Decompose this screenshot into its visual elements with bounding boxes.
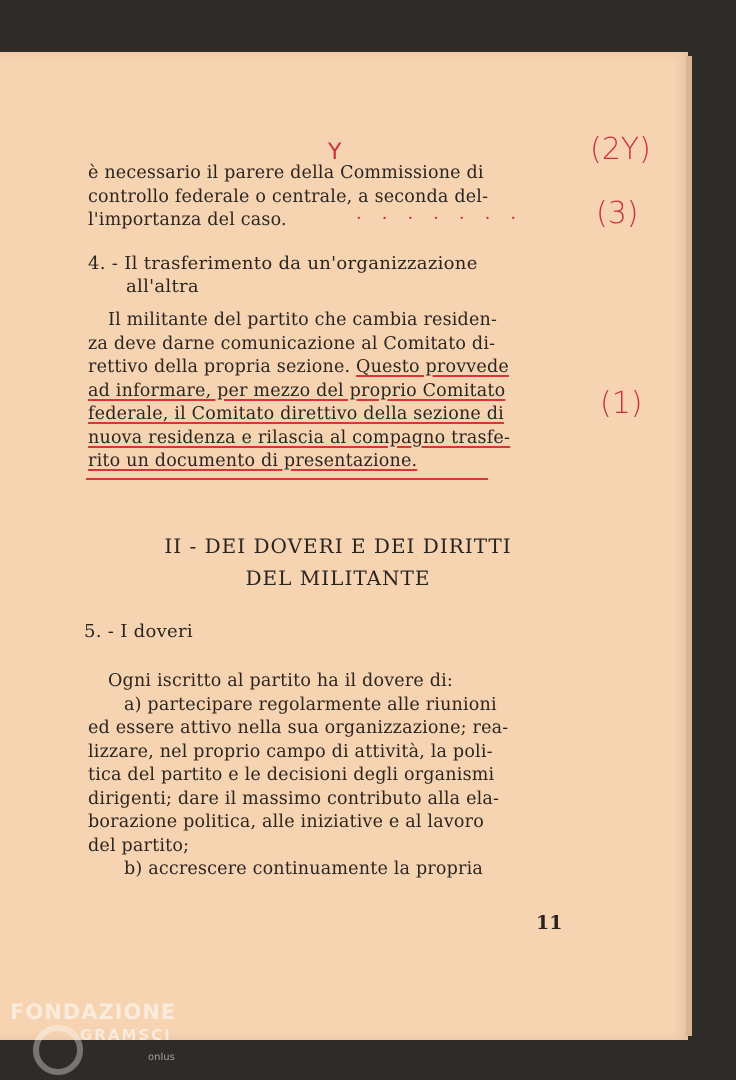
text-line: tica del partito e le decisioni degli organismi <box>88 765 495 785</box>
watermark-line: FONDAZIONE <box>10 1000 177 1024</box>
watermark-line: GRAMSCI <box>80 1026 172 1044</box>
text-line: b) accrescere continuamente la propria <box>124 859 484 879</box>
text-line: l'importanza del caso. <box>88 210 287 230</box>
underlined-line: nuova residenza e rilascia al compagno trasfe- <box>88 427 511 448</box>
section-4-paragraph <box>88 309 580 474</box>
red-underline <box>86 478 488 480</box>
section-5-paragraph <box>88 670 580 882</box>
text-line: controllo federale o centrale, a seconda del- <box>88 186 489 207</box>
text-line: lizzare, nel proprio campo di attività, la poli- <box>88 741 493 762</box>
underlined-line: federale, il Comitato direttivo della sezione di <box>88 404 504 424</box>
watermark-line: onlus <box>148 1052 175 1063</box>
heading-line: 5. - I doveri <box>84 621 193 642</box>
underlined-line: ad informare, per mezzo del proprio Comitato <box>88 380 506 401</box>
page-edge <box>686 56 692 1036</box>
underlined-line: rito un documento di presentazione. <box>88 451 418 471</box>
heading-line: 4. - Il trasferimento da un'organizzazione <box>88 253 478 274</box>
annotation-1: (1) <box>600 386 643 421</box>
text-span: rettivo della propria sezione. <box>88 357 357 377</box>
text-line: Ogni iscritto al partito ha il dovere di: <box>108 671 454 691</box>
section-5-heading <box>84 620 584 643</box>
fondazione-gramsci-logo <box>10 998 200 1078</box>
chapter-heading <box>88 530 588 594</box>
text-line: ed essere attivo nella sua organizzazione; rea- <box>88 718 509 738</box>
text-line: dirigenti; dare il massimo contributo alla ela- <box>88 788 500 809</box>
section-4-heading <box>88 252 588 298</box>
text-line <box>88 356 580 380</box>
annotation-3: (3) <box>596 196 639 231</box>
continuation-paragraph <box>88 162 580 233</box>
logo-circle-icon <box>28 1020 88 1080</box>
text-line: za deve darne comunicazione al Comitato di- <box>88 333 496 354</box>
page-number: 11 <box>536 912 563 934</box>
heading-line: all'altra <box>126 276 199 297</box>
text-line: borazione politica, alle iniziative e al lavoro <box>88 812 484 832</box>
annotation-2y: (2Y) <box>590 132 651 167</box>
underlined-span: Questo provvede <box>356 357 509 377</box>
red-dots: ······· <box>356 208 537 229</box>
text-line: è necessario il parere della Commissione di <box>88 163 484 183</box>
text-line: del partito; <box>88 835 190 856</box>
handwritten-mark: Y <box>328 140 342 165</box>
text-line: Il militante del partito che cambia residen- <box>108 310 498 330</box>
chapter-line: DEL MILITANTE <box>245 566 431 590</box>
text-line: a) partecipare regolarmente alle riunioni <box>124 694 497 715</box>
chapter-line: II - DEI DOVERI E DEI DIRITTI <box>164 534 512 558</box>
